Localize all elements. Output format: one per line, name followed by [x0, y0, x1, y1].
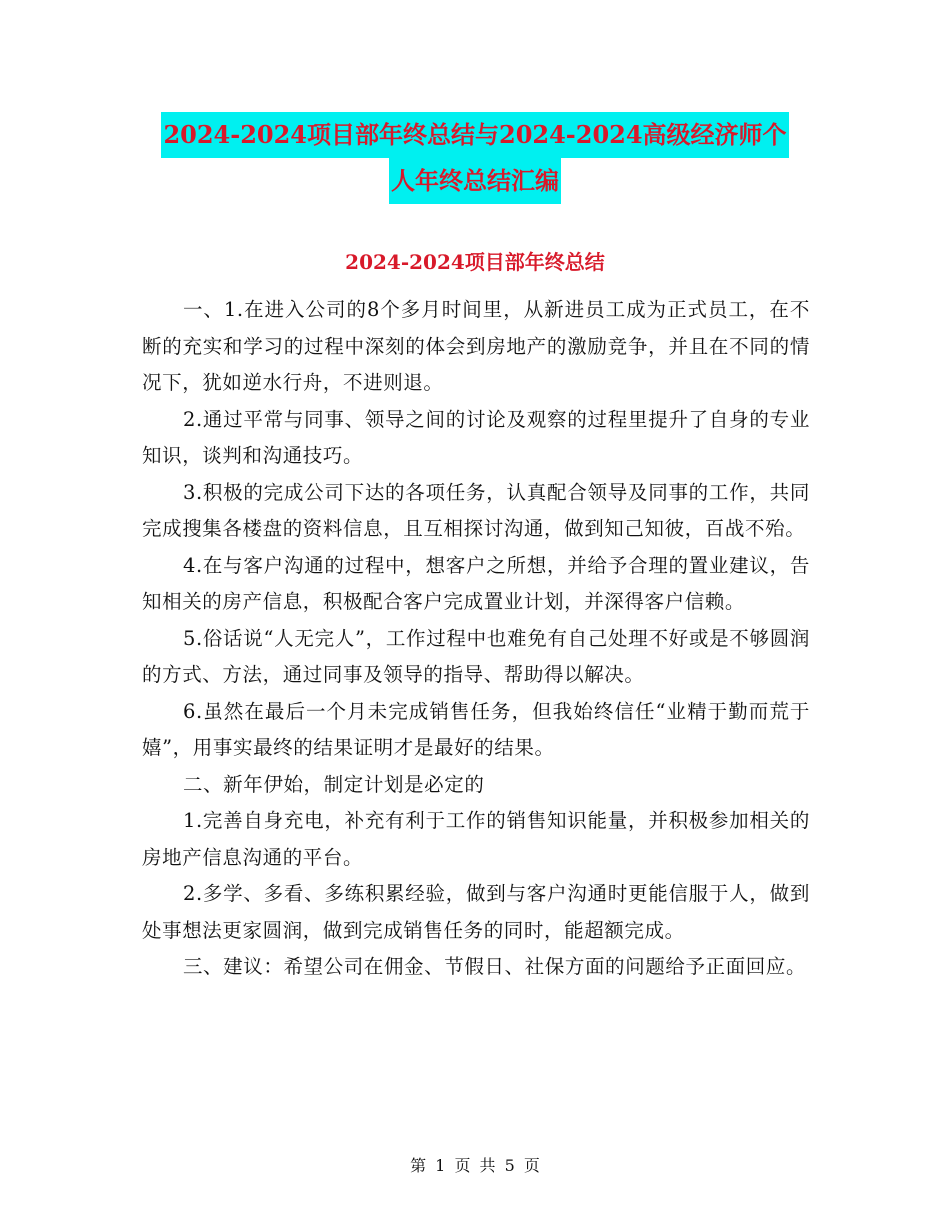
paragraph: 1.完善自身充电，补充有利于工作的销售知识能量，并积极参加相关的房地产信息沟通的平台。: [142, 809, 810, 869]
paragraph: 三、建议：希望公司在佣金、节假日、社保方面的问题给予正面回应。: [182, 955, 807, 978]
document-title-line-1: 2024-2024项目部年终总结与2024-2024高级经济师个: [161, 112, 788, 158]
document-title: [0, 112, 950, 204]
document-title-line-2: 人年终总结汇编: [389, 158, 561, 204]
paragraph: 3.积极的完成公司下达的各项任务，认真配合领导及同事的工作，共同完成搜集各楼盘的资料信息，且互相探讨沟通，做到知己知彼，百战不殆。: [142, 480, 810, 540]
paragraph: 2.通过平常与同事、领导之间的讨论及观察的过程里提升了自身的专业知识，谈判和沟通技巧。: [142, 407, 810, 467]
paragraph: 二、新年伊始，制定计划是必定的: [182, 772, 485, 796]
paragraph: 6.虽然在最后一个月未完成销售任务，但我始终信任“业精于勤而荒于嬉”，用事实最终的结果证明才是最好的结果。: [142, 699, 810, 759]
section-title: 2024-2024项目部年终总结: [345, 250, 605, 274]
paragraph: 一、1.在进入公司的8个多月时间里，从新进员工成为正式员工，在不断的充实和学习的过程中深刻的体会到房地产的激励竞争，并且在不同的情况下，犹如逆水行舟，不进则退。: [142, 298, 810, 394]
document-body: [142, 292, 810, 986]
paragraph: 4.在与客户沟通的过程中，想客户之所想，并给予合理的置业建议，告知相关的房产信息，积极配合客户完成置业计划，并深得客户信赖。: [142, 553, 810, 613]
paragraph: 5.俗话说“人无完人”，工作过程中也难免有自己处理不好或是不够圆润的方式、方法，通过同事及领导的指导、帮助得以解决。: [142, 626, 810, 686]
paragraph: 2.多学、多看、多练积累经验，做到与客户沟通时更能信服于人，做到处事想法更家圆润，做到完成销售任务的同时，能超额完成。: [142, 882, 810, 942]
page-number-footer: 第 1 页 共 5 页: [410, 1156, 540, 1175]
